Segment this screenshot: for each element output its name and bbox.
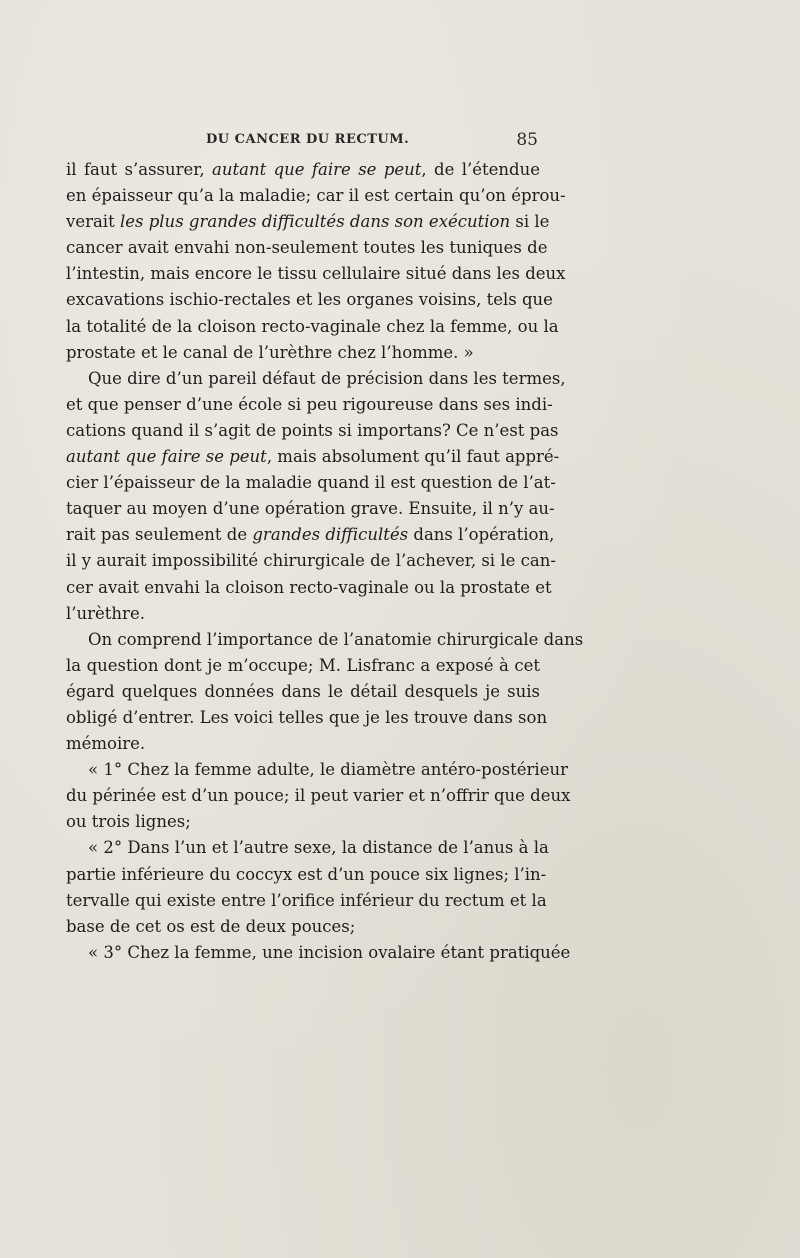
- running-head: DU CANCER DU RECTUM.: [206, 132, 410, 147]
- text-segment: cer avait envahi la cloison recto-vaginale ou la prostate et: [66, 577, 552, 597]
- text-segment: excavations ischio-rectales et les organes voisins, tels que: [66, 290, 553, 310]
- text-segment: si le: [510, 212, 550, 232]
- text-segment: rait pas seulement de: [66, 525, 253, 545]
- text-line: [66, 392, 553, 418]
- text-line: [66, 940, 571, 966]
- text-line: [66, 418, 559, 444]
- text-line: [66, 340, 540, 366]
- text-line: [66, 653, 540, 679]
- italic-text-segment: les plus grandes difficultés dans son exécution: [119, 212, 511, 232]
- text-line: [66, 314, 559, 340]
- text-segment: la totalité de la cloison recto-vaginale chez la femme, ou la: [66, 316, 559, 336]
- text-line: [66, 705, 548, 731]
- text-segment: « 1° Chez la femme adulte, le diamètre antéro-postérieur: [88, 760, 568, 780]
- text-segment: prostate et le canal de l’urèthre chez l’homme. »: [66, 342, 474, 362]
- text-segment: égard quelques données dans le détail desquels je suis: [66, 681, 540, 701]
- body-text: [66, 157, 584, 966]
- text-segment: cier l’épaisseur de la maladie quand il est question de l’at-: [66, 473, 556, 493]
- text-segment: verait: [66, 212, 120, 232]
- text-segment: tervalle qui existe entre l’orifice inférieur du rectum et la: [66, 890, 547, 910]
- text-line: [66, 888, 547, 914]
- text-segment: On comprend l’importance de l’anatomie chirurgicale dans: [88, 629, 584, 649]
- text-line: [66, 366, 566, 392]
- text-segment: , de l’étendue: [421, 160, 541, 179]
- text-line: [66, 575, 552, 601]
- text-line: [66, 157, 540, 183]
- text-line: [66, 470, 556, 496]
- text-segment: base de cet os est de deux pouces;: [66, 916, 356, 936]
- text-line: [66, 496, 555, 522]
- text-line: [66, 209, 550, 235]
- text-line: [66, 835, 549, 861]
- text-line: [66, 679, 540, 705]
- text-segment: mémoire.: [66, 734, 146, 754]
- text-segment: du périnée est d’un pouce; il peut varier et n’offrir que deux: [66, 786, 571, 806]
- text-segment: l’urèthre.: [66, 603, 145, 623]
- text-line: [66, 522, 555, 548]
- text-line: [66, 235, 548, 261]
- text-line: [66, 731, 540, 757]
- text-segment: il y aurait impossibilité chirurgicale de l’achever, si le can-: [66, 551, 556, 571]
- text-segment: Que dire d’un pareil défaut de précision dans les termes,: [88, 368, 566, 388]
- text-segment: dans l’opération,: [408, 525, 555, 545]
- text-line: [66, 627, 584, 653]
- page-header: [66, 130, 540, 154]
- text-segment: « 3° Chez la femme, une incision ovalaire étant pratiquée: [88, 942, 571, 962]
- text-line: [66, 809, 540, 835]
- page-number: 85: [516, 130, 538, 150]
- text-segment: « 2° Dans l’un et l’autre sexe, la distance de l’anus à la: [88, 838, 549, 858]
- text-line: [66, 261, 566, 287]
- text-segment: la question dont je m’occupe; M. Lisfranc a exposé à cet: [66, 655, 540, 675]
- text-segment: et que penser d’une école si peu rigoureuse dans ses indi-: [66, 394, 553, 414]
- text-line: [66, 601, 540, 627]
- italic-text-segment: autant que faire se peut: [66, 447, 267, 467]
- text-line: [66, 444, 560, 470]
- text-segment: il faut s’assurer,: [66, 160, 213, 179]
- text-line: [66, 287, 553, 313]
- text-line: [66, 862, 547, 888]
- text-line: [66, 548, 556, 574]
- text-line: [66, 783, 571, 809]
- italic-text-segment: grandes difficultés: [252, 525, 409, 545]
- text-segment: en épaisseur qu’a la maladie; car il est certain qu’on éprou-: [66, 186, 566, 206]
- text-segment: taquer au moyen d’une opération grave. Ensuite, il n’y au-: [66, 499, 555, 519]
- text-segment: obligé d’entrer. Les voici telles que je les trouve dans son: [66, 707, 548, 727]
- text-segment: l’intestin, mais encore le tissu cellulaire situé dans les deux: [66, 264, 566, 284]
- italic-text-segment: autant que faire se peut: [212, 160, 422, 179]
- text-segment: , mais absolument qu’il faut appré-: [266, 447, 560, 467]
- text-segment: partie inférieure du coccyx est d’un pouce six lignes; l’in-: [66, 864, 547, 884]
- text-segment: ou trois lignes;: [66, 812, 191, 832]
- text-segment: cations quand il s’agit de points si importans? Ce n’est pas: [66, 420, 559, 440]
- text-line: [66, 914, 540, 940]
- text-line: [66, 757, 568, 783]
- text-line: [66, 183, 566, 209]
- text-segment: cancer avait envahi non-seulement toutes les tuniques de: [66, 238, 548, 258]
